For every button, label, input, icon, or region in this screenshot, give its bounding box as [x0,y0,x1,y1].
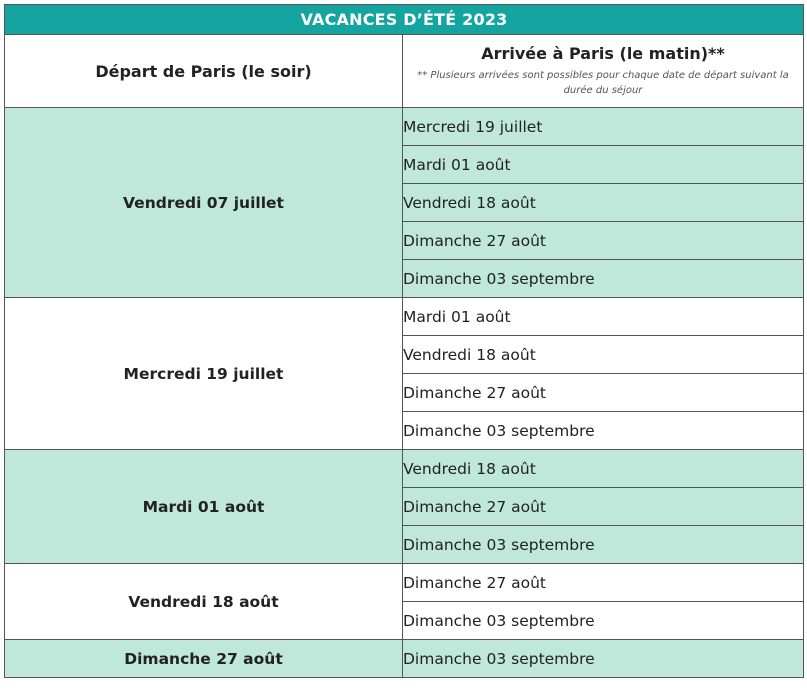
arrival-date-cell: Dimanche 27 août [403,488,804,526]
header-row [5,35,804,108]
arrival-date-cell: Vendredi 18 août [403,450,804,488]
arrival-date-cell: Dimanche 27 août [403,374,804,412]
arrival-date-cell: Mardi 01 août [403,298,804,336]
arrival-date-cell: Vendredi 18 août [403,184,804,222]
table-row [5,450,804,488]
arrival-footnote: ** Plusieurs arrivées sont possibles pour chaque date de départ suivant la durée du séjour [417,70,789,96]
arrival-date-cell: Dimanche 03 septembre [403,602,804,640]
arrival-date-cell: Mardi 01 août [403,146,804,184]
departure-date-cell: Vendredi 07 juillet [5,108,403,298]
departure-date-cell: Dimanche 27 août [5,640,403,678]
schedule-body [5,108,804,678]
departure-date-cell: Vendredi 18 août [5,564,403,640]
arrival-date-cell: Dimanche 27 août [403,564,804,602]
table-row [5,298,804,336]
table-row [5,564,804,602]
table-title: VACANCES D’ÉTÉ 2023 [5,5,804,35]
schedule-table [4,4,804,678]
table-row [5,640,804,678]
arrival-header-cell [403,35,804,108]
arrival-date-cell: Mercredi 19 juillet [403,108,804,146]
schedule-container [4,4,803,678]
arrival-date-cell: Dimanche 03 septembre [403,526,804,564]
arrival-date-cell: Vendredi 18 août [403,336,804,374]
arrival-date-cell: Dimanche 03 septembre [403,640,804,678]
arrival-date-cell: Dimanche 03 septembre [403,260,804,298]
departure-date-cell: Mardi 01 août [5,450,403,564]
departure-header: Départ de Paris (le soir) [5,35,403,108]
departure-date-cell: Mercredi 19 juillet [5,298,403,450]
arrival-date-cell: Dimanche 03 septembre [403,412,804,450]
table-row [5,108,804,146]
arrival-date-cell: Dimanche 27 août [403,222,804,260]
title-row [5,5,804,35]
arrival-header: Arrivée à Paris (le matin)** [481,44,725,63]
